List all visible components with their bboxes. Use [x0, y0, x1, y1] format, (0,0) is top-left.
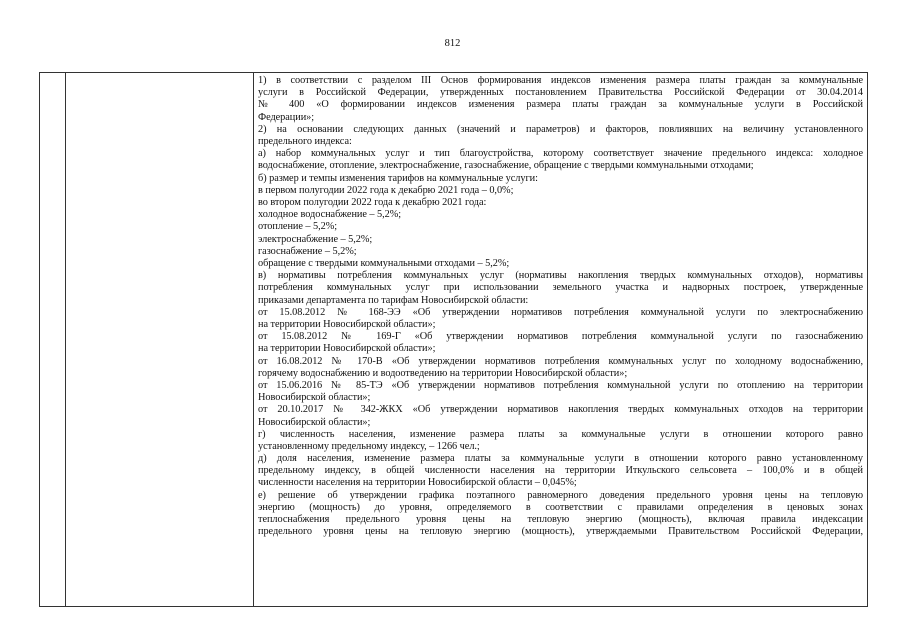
text-line: 1) в соответствии с разделом III Основ формирования индексов изменения размера платы граждан за коммунальные	[258, 75, 863, 86]
text-line: е) решение об утверждении графика поэтапного равномерного доведения предельного уровня цены на тепловую	[258, 489, 863, 501]
text-line: б) размер и темпы изменения тарифов на коммунальные услуги:	[258, 172, 538, 184]
text-line: от 15.08.2012 № 168-ЭЭ «Об утверждении нормативов потребления коммунальной услуги по электроснабжению	[258, 306, 863, 318]
text-line: отопление – 5,2%;	[258, 221, 338, 233]
text-line: приказами департамента по тарифам Новосибирской области:	[258, 294, 529, 306]
column-divider	[253, 73, 254, 606]
text-line: обращение с твердыми коммунальными отходами – 5,2%;	[258, 257, 510, 269]
table-cell-text	[258, 75, 863, 538]
page-number: 812	[444, 38, 461, 49]
text-line: на территории Новосибирской области»;	[258, 318, 436, 330]
text-line: от 15.08.2012 № 169-Г «Об утверждении нормативов потребления коммунальной услуги по газоснабжению	[258, 331, 863, 343]
text-line: численности населения на территории Новосибирской области – 0,045%;	[258, 477, 577, 489]
text-line: газоснабжение – 5,2%;	[258, 245, 357, 257]
text-line: установленному предельному индексу, – 1266 чел.;	[258, 440, 480, 452]
text-line: холодное водоснабжение – 5,2%;	[258, 209, 402, 221]
text-line: горячему водоснабжению и водоотведению на территории Новосибирской области»;	[258, 367, 628, 379]
text-line: предельному индексу, в общей численности населения на территории Иткульского сельсовета – 100,0% и в общей	[258, 465, 863, 477]
text-line: Новосибирской области»;	[258, 392, 371, 404]
text-line: г) численность населения, изменение размера платы за коммунальные услуги в отношении которого равно	[258, 428, 863, 440]
text-line: потребления коммунальных услуг при использовании земельного участка и надворных построек, утвержденные	[258, 282, 863, 294]
text-line: № 400 «О формировании индексов изменения размера платы граждан за коммунальные услуги в Российской	[258, 99, 863, 111]
text-line: в первом полугодии 2022 года к декабрю 2021 года – 0,0%;	[258, 184, 514, 196]
text-line: предельного уровня цены на тепловую энергию (мощность), утверждаемыми Правительством Российской Федерации,	[258, 526, 863, 538]
text-line: предельного индекса:	[258, 135, 352, 147]
text-line: а) набор коммунальных услуг и тип благоустройства, которому соответствует значение предельного индекса: холодное	[258, 148, 863, 160]
text-line: водоснабжение, отопление, электроснабжение, газоснабжение, обращение с твердыми коммунальными отходами;	[258, 160, 754, 172]
text-line: от 16.08.2012 № 170-В «Об утверждении нормативов потребления коммунальных услуг по холодному водоснабжению,	[258, 355, 863, 367]
text-line: во втором полугодии 2022 года к декабрю 2021 года:	[258, 196, 487, 208]
text-line: энергию (мощность) до уровня, определяемого в соответствии с правилами определения в ценовых зонах	[258, 501, 863, 513]
text-line: услуги в Российской Федерации, утвержденных постановлением Правительства Российской Федерации от 30.04.2014	[258, 87, 863, 99]
text-line: от 20.10.2017 № 342-ЖКХ «Об утверждении нормативов накопления твердых коммунальных отходов на территории	[258, 404, 863, 416]
text-line: д) доля населения, изменение размера платы за коммунальные услуги в отношении которого равно установленному	[258, 453, 863, 465]
text-line: теплоснабжения предельного уровня цены на тепловую энергию (мощность), включая правила индексации	[258, 514, 863, 526]
text-line: Новосибирской области»;	[258, 416, 371, 428]
text-line: Федерации»;	[258, 111, 315, 123]
column-divider	[65, 73, 66, 606]
text-line: в) нормативы потребления коммунальных услуг (нормативы накопления твердых коммунальных отходов), нормативы	[258, 270, 863, 282]
text-line: от 15.06.2016 № 85-ТЭ «Об утверждении нормативов потребления коммунальной услуги по отоплению на территории	[258, 379, 863, 391]
document-table	[39, 72, 868, 607]
text-line: 2) на основании следующих данных (значений и параметров) и факторов, повлиявших на величину установленного	[258, 123, 863, 135]
text-line: на территории Новосибирской области»;	[258, 343, 436, 355]
text-line: электроснабжение – 5,2%;	[258, 233, 373, 245]
